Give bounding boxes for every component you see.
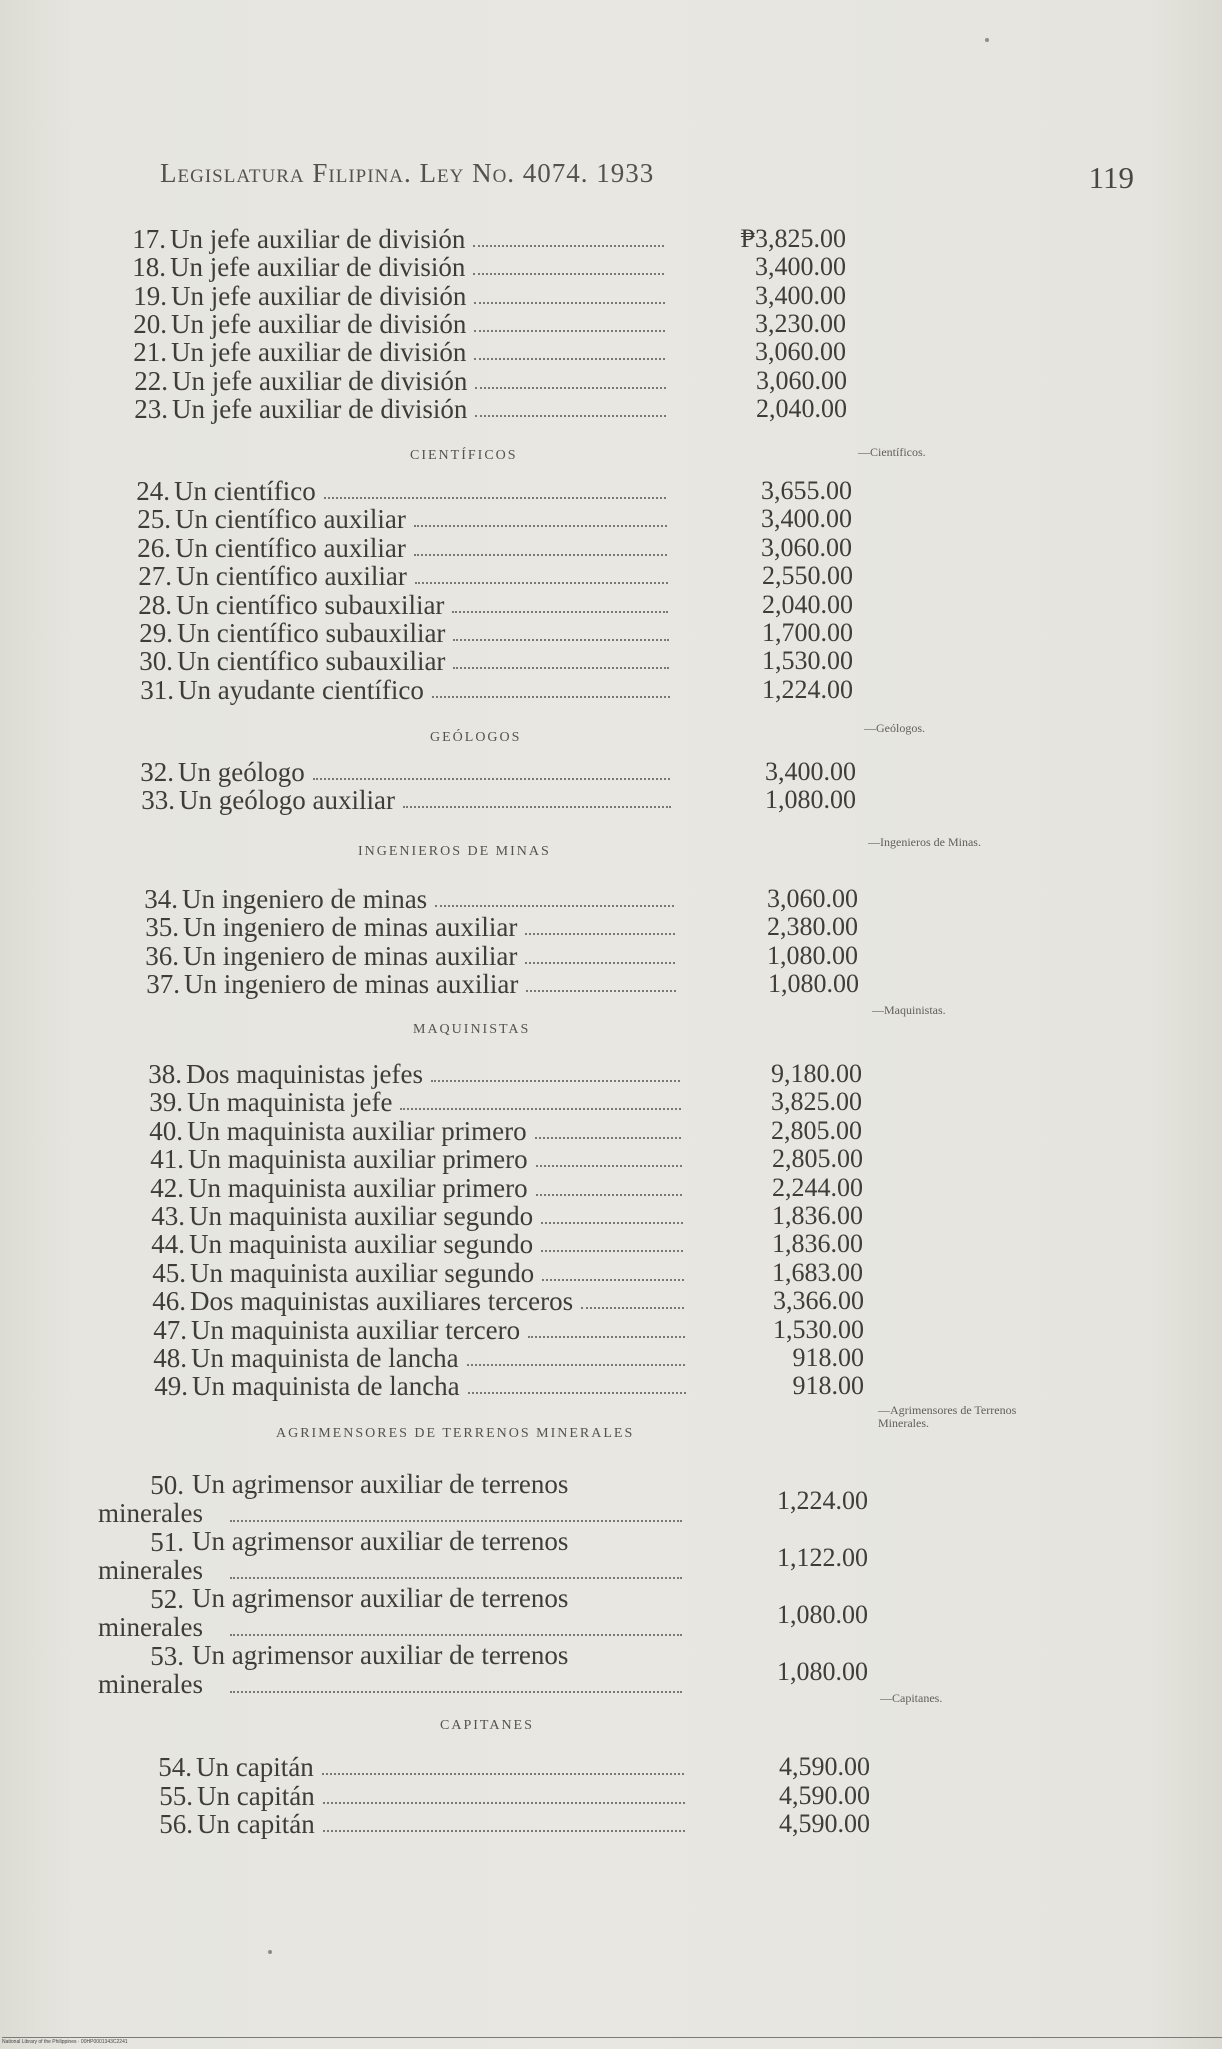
item-amount: 3,400.00 [765, 757, 856, 786]
item-number: 51. [150, 1527, 184, 1557]
leader-dots [541, 1222, 683, 1224]
item-amount: 1,224.00 [777, 1486, 868, 1515]
margin-note: —Maquinistas. [872, 1003, 946, 1017]
item-amount: 2,380.00 [767, 912, 858, 942]
item-number: 31. [140, 674, 174, 705]
margin-note: —Científicos. [858, 445, 926, 459]
item-description: Un geólogo [178, 757, 305, 787]
item-number: 18. [132, 252, 166, 283]
item-description: Un geólogo auxiliar [179, 785, 395, 816]
paper-speck [985, 38, 989, 42]
line-item [0, 757, 1222, 787]
leader-dots [414, 525, 667, 527]
leader-dots [536, 1165, 682, 1167]
leader-dots [525, 962, 675, 964]
line-item [0, 1809, 1222, 1839]
leader-dots [581, 1307, 684, 1309]
item-description: Un jefe auxiliar de división [170, 224, 466, 254]
line-item [0, 476, 1222, 506]
line-item [0, 1229, 1222, 1259]
item-number: 49. [154, 1371, 188, 1402]
leader-dots [403, 806, 671, 808]
leader-dots [452, 611, 668, 613]
item-description: Un científico [174, 476, 316, 506]
item-description: Un jefe auxiliar de división [172, 365, 468, 396]
item-description: Un científico auxiliar [175, 504, 406, 535]
leader-dots [467, 1364, 685, 1366]
item-amount: 1,700.00 [762, 618, 853, 647]
item-number: 34. [144, 884, 178, 914]
item-description: Un ayudante científico [178, 674, 424, 705]
item-number: 41. [150, 1144, 184, 1175]
item-amount: 1,224.00 [762, 674, 853, 704]
item-number: 50. [150, 1470, 184, 1500]
item-amount: 1,080.00 [768, 969, 859, 999]
item-number: 43. [151, 1201, 185, 1231]
line-item [0, 1343, 1222, 1373]
line-item [0, 941, 1222, 971]
line-item [0, 561, 1222, 591]
item-amount: 918.00 [792, 1371, 864, 1401]
line-item [0, 1315, 1222, 1345]
line-item [0, 884, 1222, 914]
item-amount: 4,590.00 [779, 1780, 870, 1810]
leader-dots [230, 1634, 682, 1636]
item-amount: 3,060.00 [761, 532, 852, 562]
leader-dots [541, 1250, 683, 1252]
item-number: 37. [146, 969, 180, 1000]
line-item [0, 1173, 1222, 1203]
leader-dots [324, 497, 666, 499]
item-amount: 1,836.00 [772, 1229, 863, 1259]
line-item [0, 533, 1222, 563]
item-description: Un jefe auxiliar de división [171, 337, 467, 368]
leader-dots [453, 667, 669, 669]
item-description: Un agrimensor auxiliar de terrenos [192, 1640, 569, 1670]
item-amount: 3,400.00 [755, 280, 846, 310]
item-amount: 3,400.00 [755, 252, 846, 282]
leader-dots [323, 1802, 685, 1804]
item-description: Un maquinista auxiliar segundo [190, 1257, 535, 1288]
leader-dots [323, 1830, 685, 1832]
item-amount: 3,230.00 [755, 308, 846, 338]
item-number: 29. [139, 618, 173, 648]
section-heading: CIENTÍFICOS [410, 448, 518, 463]
item-amount: 3,400.00 [761, 504, 852, 534]
section-heading: CAPITANES [440, 1718, 534, 1733]
item-number: 25. [137, 504, 171, 535]
margin-note: —Geólogos. [864, 721, 925, 735]
item-description: Un científico subauxiliar [177, 618, 446, 648]
item-number: 24. [136, 476, 170, 506]
leader-dots [435, 905, 674, 907]
leader-dots [474, 302, 665, 304]
leader-dots [475, 387, 666, 389]
item-description: Un ingeniero de minas auxiliar [183, 912, 518, 943]
leader-dots [400, 1108, 681, 1110]
item-description: Un maquinista auxiliar primero [188, 1144, 528, 1175]
item-description-continued: minerales [98, 1669, 203, 1699]
margin-note: —Agrimensores de Terrenos Minerales. [878, 1403, 1017, 1430]
item-amount: 2,805.00 [771, 1115, 862, 1145]
leader-dots [415, 582, 668, 584]
item-amount: 2,244.00 [772, 1172, 863, 1202]
leader-dots [535, 1137, 681, 1139]
item-amount: 1,530.00 [773, 1314, 864, 1344]
leader-dots [473, 245, 664, 247]
item-description: Un maquinista de lancha [192, 1371, 460, 1402]
item-description: Un maquinista jefe [187, 1087, 393, 1118]
item-number: 54. [158, 1752, 192, 1782]
line-item [0, 590, 1222, 620]
item-description: Un científico subauxiliar [177, 646, 446, 677]
line-item [0, 1201, 1222, 1231]
item-amount: 1,080.00 [777, 1657, 868, 1686]
leader-dots [453, 639, 669, 641]
paper-speck [268, 1950, 272, 1954]
item-description: Un científico subauxiliar [176, 589, 445, 620]
item-number: 45. [152, 1257, 186, 1288]
leader-dots [230, 1691, 682, 1693]
line-item [0, 252, 1222, 282]
item-description: Dos maquinistas auxiliares terceros [190, 1286, 574, 1317]
item-description: Un maquinista auxiliar segundo [189, 1229, 534, 1260]
item-description: Un agrimensor auxiliar de terrenos [192, 1469, 569, 1499]
item-number: 17. [132, 224, 166, 254]
item-number: 26. [137, 532, 171, 563]
item-number: 27. [138, 561, 172, 592]
item-amount: 3,060.00 [756, 365, 847, 395]
item-number: 19. [133, 280, 167, 311]
line-item [0, 618, 1222, 648]
line-item [0, 394, 1222, 424]
item-description-continued: minerales [98, 1612, 203, 1642]
line-item [0, 1781, 1222, 1811]
item-description: Un maquinista auxiliar primero [188, 1172, 528, 1203]
item-description: Un capitán [197, 1780, 315, 1811]
leader-dots [230, 1577, 682, 1579]
item-amount: 1,836.00 [772, 1201, 863, 1230]
section-heading: MAQUINISTAS [413, 1022, 531, 1037]
line-item [0, 337, 1222, 367]
page-number: 119 [1088, 160, 1134, 195]
item-amount: 2,550.00 [762, 561, 853, 591]
item-number: 55. [159, 1780, 193, 1811]
item-amount: 1,080.00 [765, 785, 856, 815]
item-amount: 1,080.00 [767, 940, 858, 970]
scan-footer: National Library of the Philippines · 00HP0001343C2241 [2, 2037, 1222, 2045]
item-number: 40. [149, 1115, 183, 1146]
leader-dots [432, 696, 670, 698]
line-item [0, 1641, 1222, 1699]
line-item [0, 1527, 1222, 1585]
item-description: Un jefe auxiliar de división [172, 393, 468, 424]
item-number: 20. [133, 308, 167, 339]
item-number: 52. [150, 1584, 184, 1614]
item-description: Un maquinista auxiliar tercero [191, 1314, 521, 1345]
leader-dots [230, 1520, 682, 1522]
item-number: 30. [139, 646, 173, 677]
line-item [0, 366, 1222, 396]
item-amount: 2,040.00 [756, 393, 847, 423]
item-number: 28. [138, 589, 172, 620]
item-description: Un científico auxiliar [176, 561, 407, 592]
item-description: Un jefe auxiliar de división [171, 308, 467, 339]
item-description: Un ingeniero de minas auxiliar [183, 940, 518, 971]
section-heading: AGRIMENSORES DE TERRENOS MINERALES [276, 1426, 635, 1441]
line-item [0, 785, 1222, 815]
item-number: 22. [134, 365, 168, 396]
leader-dots [525, 933, 675, 935]
item-number: 44. [151, 1229, 185, 1260]
item-description: Un maquinista de lancha [191, 1343, 459, 1373]
item-description-continued: minerales [98, 1555, 203, 1585]
item-number: 47. [153, 1314, 187, 1345]
line-item [0, 1059, 1222, 1089]
item-amount: 2,805.00 [772, 1144, 863, 1174]
line-item [0, 1258, 1222, 1288]
item-description: Un agrimensor auxiliar de terrenos [192, 1583, 569, 1613]
line-item [0, 1116, 1222, 1146]
item-amount: 1,683.00 [772, 1257, 863, 1287]
item-amount: 4,590.00 [779, 1809, 870, 1839]
item-description: Un jefe auxiliar de división [170, 252, 466, 283]
item-amount: 3,060.00 [767, 884, 858, 913]
line-item [0, 504, 1222, 534]
item-amount: 3,825.00 [771, 1087, 862, 1117]
item-amount: 9,180.00 [771, 1059, 862, 1088]
item-amount: 918.00 [792, 1343, 864, 1372]
item-number: 35. [145, 912, 179, 943]
item-description: Dos maquinistas jefes [186, 1059, 423, 1089]
section-heading: GEÓLOGOS [430, 730, 522, 745]
item-description-continued: minerales [98, 1498, 203, 1528]
line-item [0, 675, 1222, 705]
item-number: 53. [150, 1641, 184, 1671]
item-number: 56. [159, 1809, 193, 1840]
line-item [0, 1470, 1222, 1528]
margin-note: —Ingenieros de Minas. [868, 835, 981, 849]
item-number: 32. [140, 757, 174, 787]
line-item [0, 1286, 1222, 1316]
item-description: Un maquinista auxiliar primero [187, 1115, 527, 1146]
item-number: 23. [134, 393, 168, 424]
leader-dots [414, 554, 667, 556]
line-item [0, 1752, 1222, 1782]
leader-dots [468, 1392, 686, 1394]
item-description: Un científico auxiliar [175, 532, 406, 563]
margin-note: —Capitanes. [880, 1691, 943, 1705]
item-number: 39. [149, 1087, 183, 1118]
leader-dots [542, 1279, 684, 1281]
item-number: 42. [150, 1172, 184, 1203]
item-amount: 4,590.00 [779, 1752, 870, 1781]
section-heading: INGENIEROS DE MINAS [358, 844, 551, 859]
item-number: 21. [133, 337, 167, 368]
item-description: Un agrimensor auxiliar de terrenos [192, 1526, 569, 1556]
item-description: Un maquinista auxiliar segundo [189, 1201, 534, 1231]
leader-dots [528, 1336, 685, 1338]
item-number: 46. [152, 1286, 186, 1317]
leader-dots [526, 990, 676, 992]
item-amount: 3,366.00 [773, 1286, 864, 1316]
line-item [0, 224, 1222, 254]
item-amount: ₱3,825.00 [740, 224, 846, 253]
line-item [0, 1371, 1222, 1401]
item-amount: 2,040.00 [762, 589, 853, 619]
page-header [160, 158, 1140, 198]
item-amount: 1,080.00 [777, 1600, 868, 1629]
line-item [0, 1144, 1222, 1174]
item-number: 36. [145, 940, 179, 971]
item-description: Un ingeniero de minas auxiliar [184, 969, 519, 1000]
leader-dots [536, 1194, 682, 1196]
line-item [0, 281, 1222, 311]
item-amount: 1,122.00 [777, 1543, 868, 1572]
item-description: Un jefe auxiliar de división [171, 280, 467, 311]
line-item [0, 309, 1222, 339]
leader-dots [475, 415, 666, 417]
leader-dots [431, 1080, 680, 1082]
leader-dots [474, 358, 665, 360]
item-number: 48. [153, 1343, 187, 1373]
line-item [0, 912, 1222, 942]
item-amount: 3,655.00 [761, 476, 852, 505]
item-description: Un capitán [196, 1752, 314, 1782]
leader-dots [473, 273, 664, 275]
line-item [0, 969, 1222, 999]
item-amount: 3,060.00 [755, 337, 846, 367]
item-number: 38. [148, 1059, 182, 1089]
line-item [0, 646, 1222, 676]
line-item [0, 1087, 1222, 1117]
running-head: Legislatura Filipina. Ley No. 4074. 1933 [160, 158, 655, 188]
item-number: 33. [141, 785, 175, 816]
item-description: Un ingeniero de minas [182, 884, 428, 914]
line-item [0, 1584, 1222, 1642]
item-amount: 1,530.00 [762, 646, 853, 676]
leader-dots [313, 778, 670, 780]
leader-dots [474, 330, 665, 332]
leader-dots [322, 1773, 684, 1775]
item-description: Un capitán [197, 1809, 315, 1840]
